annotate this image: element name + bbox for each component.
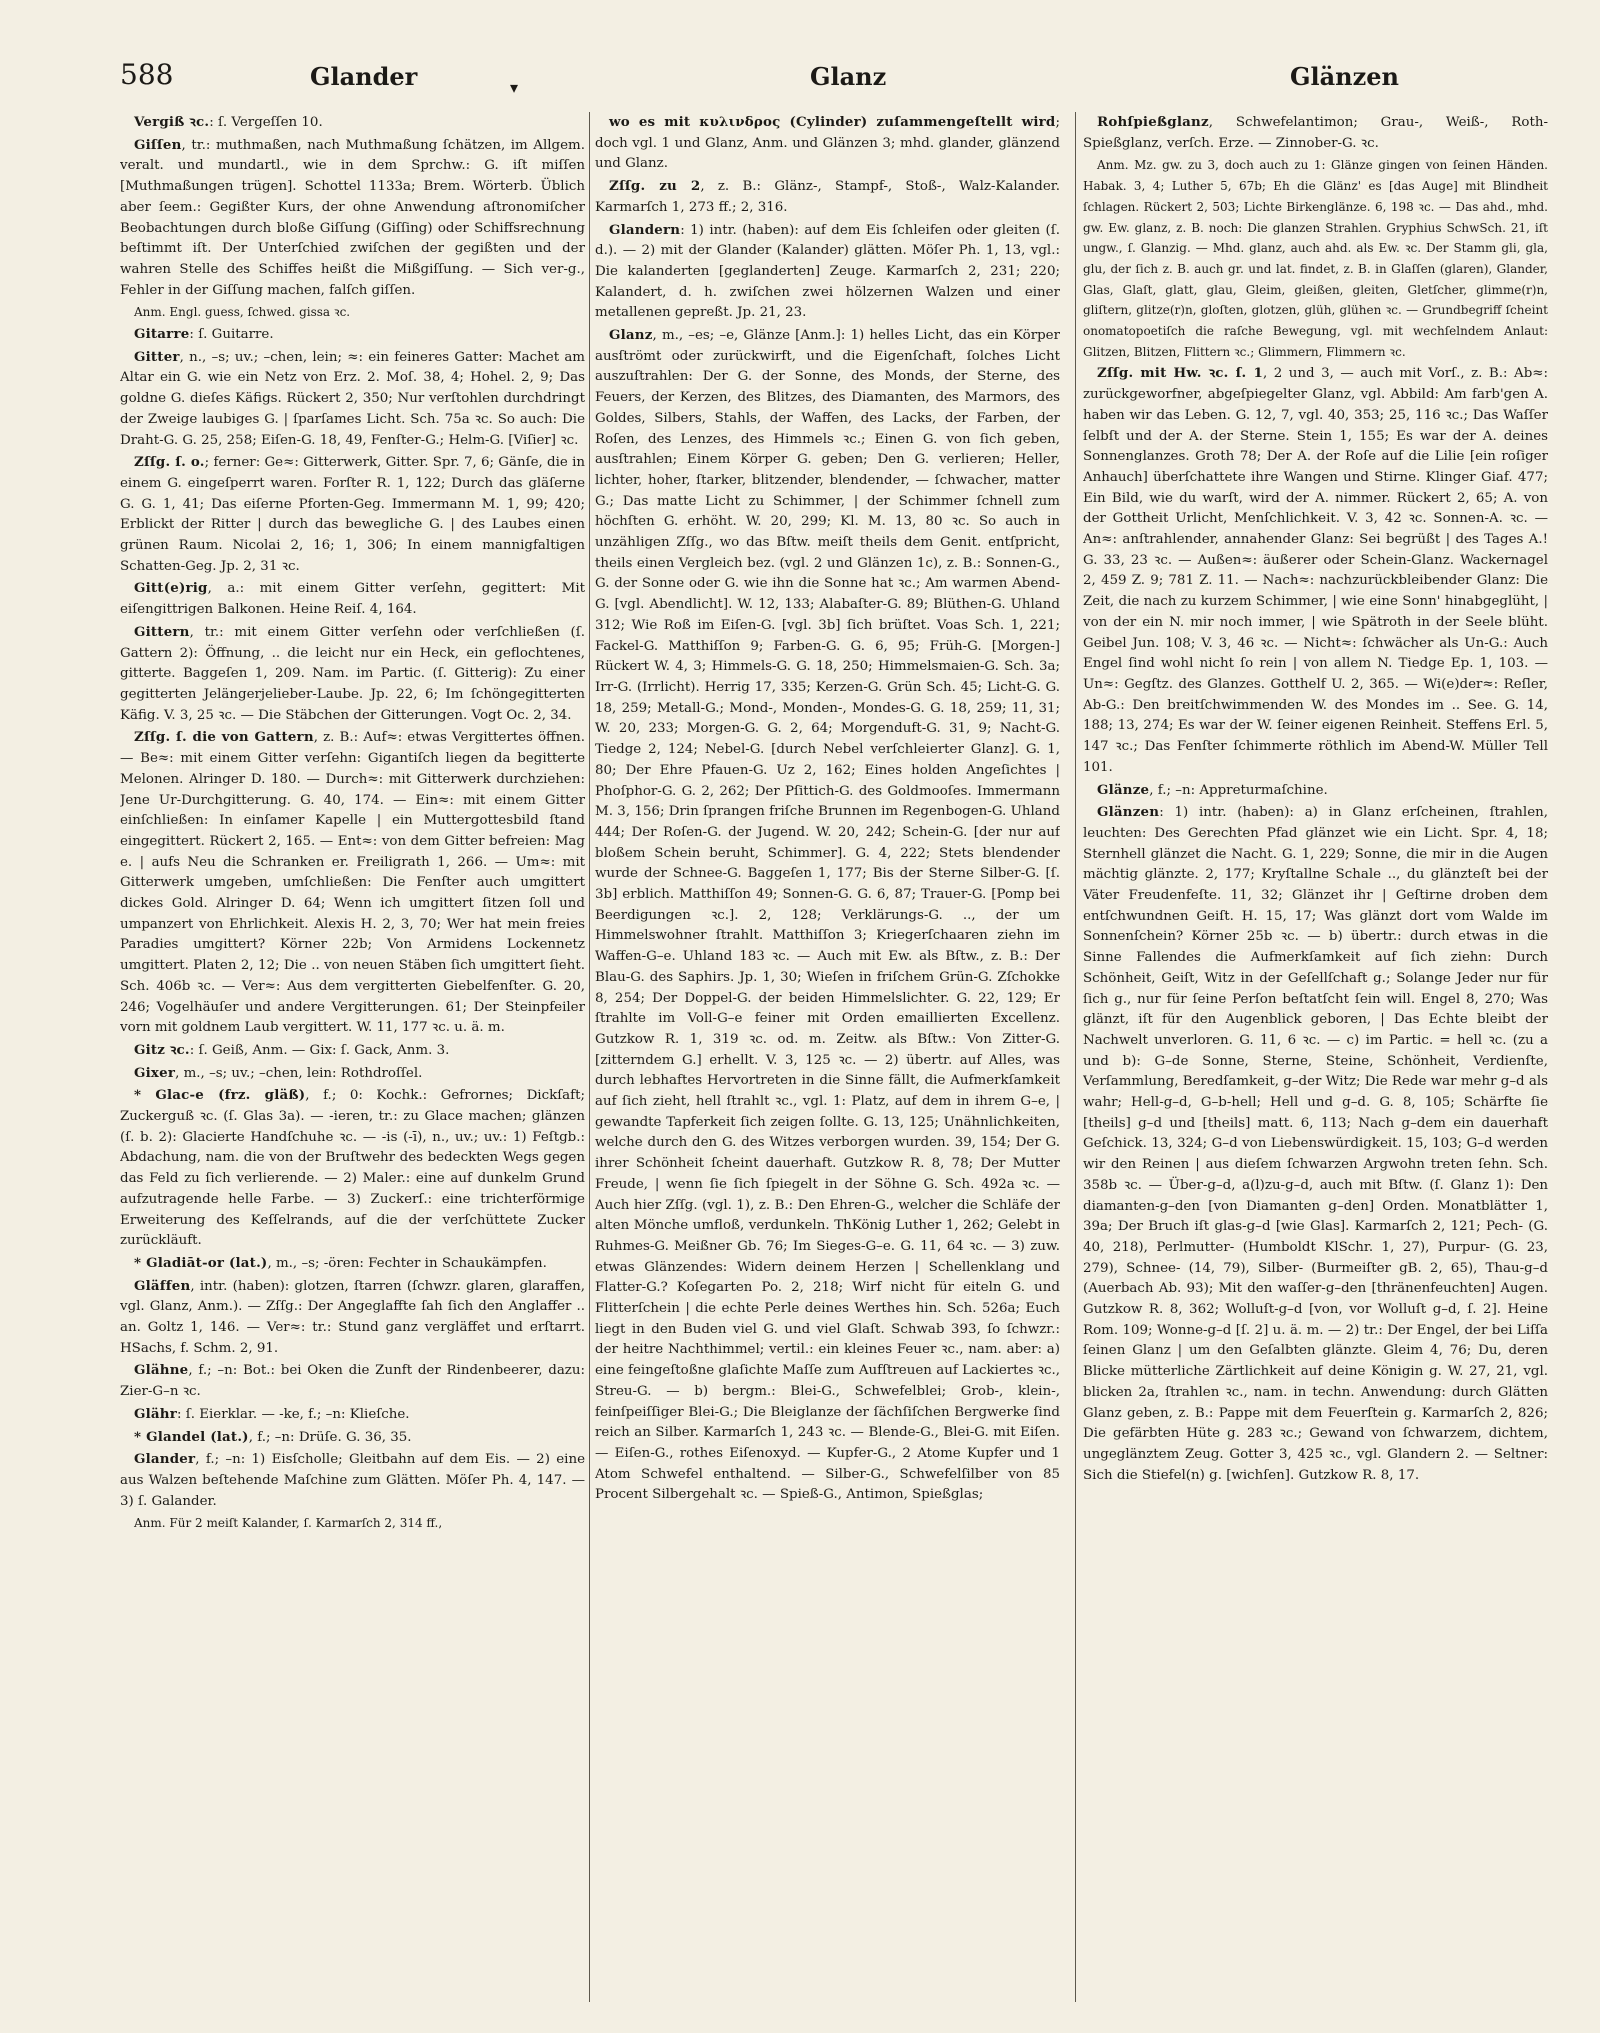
entry-paragraph: Gixer, m., –s; uv.; –chen, lein: Rothdroſſel. (134, 1064, 423, 1081)
entry-paragraph: Gitarre: ſ. Guitarre. (134, 326, 274, 343)
entry-paragraph: Anm. Mz. gw. zu 3, doch auch zu 1: Glänze gingen von ſeinen Händen. Habak. 3, 4; Luther 5, 67b; Eh die Glänz' es [das Auge] mit Blindheit ſchlagen. Rückert 2, 503; Lichte Birkenglänze. 6, 198 ꝛc. — Das ahd., mhd. gw. Ew. glanz, z. B. noch: Die glanzen Strahlen. Gryphius SchwSch. 21, iſt ungw., ſ. Glanzig. — Mhd. glanz, auch ahd. als Ew. ꝛc. Der Stamm gli, gla, glu, der ſich z. B. auch gr. und lat. findet, z. B. in Glaſſen (glaren), Glander, Glas, Glaſt, glatt, glau, Gleim, gleißen, gleiten, Gletſcher, glimme(r)n, gliſtern, glitze(r)n, gloſten, glotzen, glüh, glühen ꝛc. — Grundbegriff ſcheint onomatopoetiſch die raſche Bewegung, vgl. mit wechſelndem Anlaut: Glitzen, Blitzen, Flittern ꝛc.; Glimmern, Flimmern ꝛc. (1083, 158, 1548, 359)
column-divider (589, 112, 590, 2002)
entry-paragraph: Glander, f.; –n: 1) Eisſcholle; Gleitbahn auf dem Eis. — 2) eine aus Walzen beſtehende Maſchine zum Glätten. Möſer Ph. 4, 147. — 3) ſ. Galander. (120, 1451, 585, 1509)
entry-paragraph: Glänze, f.; –n: Appreturmaſchine. (1097, 781, 1328, 798)
entry-paragraph: Glänzen: 1) intr. (haben): a) in Glanz erſcheinen, ſtrahlen, leuchten: Des Gerechten Pfad glänzet wie ein Licht. Spr. 4, 18; Sternhell glänzet die Nacht. G. 1, 229; Sonne, die mir in die Augen mächtig glänzte. 2, 177; Kryſtallne Schale .., du glänzteſt bei der Väter Freudenfeſte. 11, 32; Glänzet ihr | Geſtirne droben dem entſchwundnen Geiſt. H. 15, 17; Was glänzt dort vom Walde im Sonnenſchein? Körner 25b ꝛc. — b) übertr.: durch etwas in die Sinne Fallendes die Aufmerkſamkeit auf ſich ziehn: Durch Schönheit, Geiſt, Witz in der Geſellſchaft g.; Solange Jeder nur für ſich g., nur für ſeine Perſon beſtatſcht ſein will. Engel 8, 270; Was glänzt, iſt für den Augenblick geboren, | Das Echte bleibt der Nachwelt unverloren. G. 11, 6 ꝛc. — c) im Partic. = hell ꝛc. (zu a und b): G–de Sonne, Sterne, Steine, Schönheit, Verdienſte, Verſammlung, Beredſamkeit, g–der Witz; Die Rede war mehr g–d als wahr; Hell-g–d, G–b-hell; Hell und g–d. G. 8, 105; Schärfte ſie [theils] g–d und [theils] matt. 6, 113; Nach g–dem ein dauerhaft Geſchick. 13, 324; G–d von Liebenswürdigkeit. 15, 103; G–d werden wir den Reinen | aus dieſem ſchwarzen Argwohn treten ſehn. Sch. 358b ꝛc. — Über-g–d, a(l)zu-g–d, auch mit Bſtw. (ſ. Glanz 1): Den diamanten-g–den [von Diamanten g–den] Orden. Monatblätter 1, 39a; Der Bruch iſt glas-g–d [wie Glas]. Karmarſch 2, 121; Pech- (G. 40, 218), Perlmutter- (Humboldt KlSchr. 1, 27), Purpur- (G. 23, 279), Schnee- (14, 79), Silber- (Burmeiſter gB. 2, 65), Thau-g–d (Auerbach Ab. 93); Mit den waſſer-g–den [thränenfeuchten] Augen. Gutzkow R. 8, 362; Wolluſt-g–d [von, vor Wolluſt g–d, ſ. 2]. Heine Rom. 109; Wonne-g–d [ſ. 2] u. ä. m. — 2) tr.: Der Engel, der bei Liſſa ſeinen Glanz | um den Geſalbten glänzte. Gleim 4, 76; Du, deren Blicke mütterliche Zärtlichkeit auf deine Königin g. W. 27, 21, vgl. blicken 2a, ſtrahlen ꝛc., nam. in techn. Anwendung: durch Glätten Glanz geben, z. B.: Pappe mit dem Feuerſtein g. Karmarſch 2, 826; Die gefärbten Hüte g. 283 ꝛc.; Gewand von ſchwarzem, dichtem, ungeglänztem Zeug. Gotter 3, 425 ꝛc., vgl. Glandern 2. — Seltner: Sich die Stiefel(n) g. [wichſen]. Gutzkow R. 8, 17. (1083, 804, 1548, 1483)
entry-paragraph: Zſſg. ſ. die von Gattern, z. B.: Auf≈: etwas Vergittertes öffnen. — Be≈: mit einem Gitter verſehn: Gigantiſch liegen da begitterte Melonen. Alringer D. 180. — Durch≈: mit Gitterwerk durchziehen: Jene Ur-Durchgitterung. G. 40, 174. — Ein≈: mit einem Gitter einſchließen: In einſamer Kapelle | ein Muttergottesbild ſtand eingegittert. Rückert 2, 165. — Ent≈: von dem Gitter befreien: Mag e. | aufs Neu die Schranken er. Freiligrath 1, 266. — Um≈: mit Gitterwerk umgeben, umſchließen: Die Fenſter auch umgittert dickes Gold. Alringer D. 64; Wenn ich umgittert ſitzen ſoll und umpanzert von Ehrlichkeit. Alexis H. 2, 3, 70; Wer hat mein freies Paradies umgittert? Körner 22b; Von Armidens Lockennetz umgittert. Platen 2, 12; Die .. von neuen Stäben ſich umgittert ſieht. Sch. 406b ꝛc. — Ver≈: Aus dem vergitterten Giebelfenſter. G. 20, 246; Vogelhäuſer und andere Vergitterungen. 61; Der Steinpfeiler vorn mit goldnem Laub vergittert. W. 11, 177 ꝛc. u. ä. m. (120, 729, 585, 1036)
entry-paragraph: Anm. Für 2 meiſt Kalander, ſ. Karmarſch 2, 314 ff., (134, 1516, 443, 1531)
entry-paragraph: Glähne, f.; –n: Bot.: bei Oken die Zunft der Rindenbeerer, dazu: Zier-G–n ꝛc. (120, 1362, 585, 1400)
entry-paragraph: Zſſg. zu 2, z. B.: Glänz-, Stampf-, Stoß-, Walz-Kalander. Karmarſch 1, 273 ff.; 2, 316. (595, 178, 1060, 215)
running-head-left: Glander (310, 62, 418, 91)
running-head-center: Glanz (810, 62, 887, 91)
ornament-mark: ▾ (510, 78, 519, 97)
column-3 (1083, 112, 1548, 2002)
entry-paragraph: Gitz ꝛc.: ſ. Geiß, Anm. — Gix: ſ. Gack, Anm. 3. (134, 1041, 450, 1058)
entry-paragraph: Glandern: 1) intr. (haben): auf dem Eis ſchleifen oder gleiten (ſ. d.). — 2) mit der Glander (Kalander) glätten. Möſer Ph. 1, 13, vgl.: Die kalanderten [geglanderten] Zeuge. Karmarſch 2, 231; 220; Kalandert, d. h. zwiſchen zwei hölzernen Walzen und einer metallenen gepreßt. Jp. 21, 23. (595, 221, 1060, 321)
entry-paragraph: wo es mit κυλινδρος (Cylinder) zuſammengeſtellt wird; doch vgl. 1 und Glanz, Anm. und Glänzen 3; mhd. glander, glänzend und Glanz. (595, 114, 1060, 172)
entry-paragraph: Gittern, tr.: mit einem Gitter verſehn oder verſchließen (ſ. Gattern 2): Öffnung, .. die leicht nur ein Heck, ein geflochtenes, gitterte. Baggeſen 1, 209. Nam. im Partic. (ſ. Gitterig): Zu einer gegitterten Jelängerjelieber-Laube. Jp. 22, 6; Im ſchöngegitterten Käfig. V. 3, 25 ꝛc. — Die Stäbchen der Gitterungen. Vogt Oc. 2, 34. (120, 623, 585, 723)
entry-paragraph: * Glandel (lat.), f.; –n: Drüſe. G. 36, 35. (134, 1428, 412, 1445)
entry-paragraph: Anm. Engl. guess, ſchwed. gissa ꝛc. (134, 305, 351, 320)
column-1 (120, 112, 585, 2002)
column-divider (1075, 112, 1076, 2002)
entry-paragraph: * Gladiāt-or (lat.), m., –s; ‑ören: Fechter in Schaukämpfen. (134, 1254, 547, 1271)
entry-paragraph: Zſſg. mit Hw. ꝛc. ſ. 1, 2 und 3, — auch mit Vorſ., z. B.: Ab≈: zurückgeworfner, abgeſpiegelter Glanz, vgl. Abbild: Am farb'gen A. haben wir das Leben. G. 12, 7, vgl. 40, 353; 25, 116 ꝛc.; Das Waſſer ſelbſt und der A. der Sterne. Stein 1, 155; Es war der A. deines Sonnenglanzes. Groth 78; Der A. der Roſe auf die Lilie [ein roſiger Anhauch] überſchattete ihre Wangen und Stirne. Klinger Giaf. 477; Ein Bild, wie du warſt, wird der A. nimmer. Rückert 2, 65; A. von der Gottheit Urlicht, Menſchlichkeit. V. 3, 42 ꝛc. Sonnen-A. ꝛc. — An≈: anſtrahlender, annahender Glanz: Sei begrüßt | des Tages A.! G. 33, 23 ꝛc. — Außen≈: äußerer oder Schein-Glanz. Wackernagel 2, 459 Z. 9; 781 Z. 11. — Nach≈: nachzurückbleibender Glanz: Die Zeit, die nach zu kurzem Schimmer, | wie eine Sonn' hinabgeglüht, | von der ein N. mir noch immer, | wie Spätroth in der Seele blüht. Geibel Jun. 108; V. 3, 46 ꝛc. — Nicht≈: ſchwächer als Un-G.: Auch Engel ſind wohl nicht ſo rein | von allem N. Tiedge Ep. 1, 103. — Un≈: Gegſtz. des Glanzes. Gotthelf U. 2, 365. — Wi(e)der≈: Reſler, Ab-G.: Den breitſchwimmenden W. des Mondes im .. See. G. 14, 188; 13, 274; Es war der W. ſeiner eigenen Reinheit. Steffens Erl. 5, 147 ꝛc.; Das Fenſter ſchimmerte röthlich im Abend-W. Müller Tell 101. (1083, 365, 1548, 775)
entry-paragraph: Giſſen, tr.: muthmaßen, nach Muthmaßung ſchätzen, im Allgem. veralt. und mundartl., wie in dem Sprchw.: G. iſt miſſen [Muthmaßungen trügen]. Schottel 1133a; Brem. Wörterb. Üblich aber ſeem.: Gegißter Kurs, der ohne Anwendung aſtronomiſcher Beobachtungen durch bloße Giſſung (Giſſing) oder Schiffsrechnung beſtimmt iſt. Der Unterſchied zwiſchen der gegißten und der wahren Stelle des Schiffes heißt die Mißgiſſung. — Sich ver-g., Fehler in der Giſſung machen, falſch giſſen. (120, 136, 585, 298)
running-head-right: Glänzen (1290, 62, 1399, 91)
entry-paragraph: Gitter, n., –s; uv.; –chen, lein; ≈: ein feineres Gatter: Machet am Altar ein G. wie ein Netz von Erz. 2. Moſ. 38, 4; Hohel. 2, 9; Das goldne G. dieſes Käfigs. Rückert 2, 350; Nur verſtohlen durchdringt der Zweige laubiges G. | ſparſames Licht. Sch. 75a ꝛc. So auch: Die Draht-G. G. 25, 258; Eiſen-G. 18, 49, Fenſter-G.; Helm-G. [Viſier] ꝛc. (120, 348, 585, 448)
entry-paragraph: Gläffen, intr. (haben): glotzen, ſtarren (ſchwzr. glaren, glaraffen, vgl. Glanz, Anm.). — Zſſg.: Der Angeglaffte ſah ſich den Anglaffer .. an. Goltz 1, 146. — Ver≈: tr.: Stund ganz vergläffet und erſtarrt. HSachs, f. Schm. 2, 91. (120, 1277, 585, 1356)
entry-paragraph: * Glac-e (frz. gläß), f.; 0: Kochk.: Gefrornes; Dickſaft; Zuckerguß ꝛc. (ſ. Glas 3a). — -ieren, tr.: zu Glace machen; glänzen (ſ. b. 2): Glacierte Handſchuhe ꝛc. — -is (-ī), n., uv.; uv.: 1) Feſtgb.: Abdachung, nam. die von der Bruſtwehr des bedeckten Wegs gegen das Feld zu ſich verlierende. — 2) Maler.: eine auf dunkelm Grund aufzutragende helle Farbe. — 3) Zuckerſ.: eine trichterförmige Erweiterung des Keſſelrands, auf die der verſchüttete Zucker zurückläuft. (120, 1087, 585, 1249)
entry-paragraph: Rohſpießglanz, Schwefelantimon; Grau-, Weiß-, Roth-Spießglanz, verſch. Erze. — Zinnober-G. ꝛc. (1083, 114, 1548, 151)
running-header (120, 58, 1490, 98)
entry-paragraph: Vergiß ꝛc.: ſ. Vergeſſen 10. (134, 114, 323, 130)
entry-paragraph: Glanz, m., –es; –e, Glänze [Anm.]: 1) helles Licht, das ein Körper ausſtrömt oder zurückwirft, und die Eigenſchaft, ſolches Licht auszuſtrahlen: Der G. der Sonne, des Monds, der Sterne, des Feuers, der Kerzen, des Blitzes, des Diamanten, des Marmors, des Goldes, Silbers, Stahls, der Waffen, des Lacks, der Farben, der Roſen, des Lenzes, des Himmels ꝛc.; Einen G. von ſich geben, ausſtrahlen; Einem Körper G. geben; Den G. verlieren; Heller, lichter, hoher, ſtarker, blitzender, blendender, — ſchwacher, matter G.; Das matte Licht zu Schimmer, | der Schimmer ſchnell zum höchſten G. erhöht. W. 20, 299; Kl. M. 13, 80 ꝛc. So auch in unzähligen Zſſg., wo das Bſtw. meiſt theils dem Genit. entſpricht, theils einen Vergleich bez. (vgl. 2 und Glänzen 1c), z. B.: Sonnen-G., G. der Sonne oder G. wie ihn die Sonne hat ꝛc.; Am warmen Abend-G. [vgl. Abendlicht]. W. 12, 133; Alabaſter-G. 89; Blüthen-G. Uhland 312; Wie Roß im Eiſen-G. [vgl. 3b] ſich brüſtet. Voas Sch. 1, 221; Fackel-G. Matthiſſon 9; Farben-G. G. 6, 95; Früh-G. [Morgen-] Rückert W. 4, 3; Himmels-G. G. 18, 250; Himmelsmaien-G. Sch. 3a; Irr-G. (Irrlicht). Herrig 17, 335; Kerzen-G. Grün Sch. 45; Licht-G. G. 18, 259; Metall-G.; Mond-, Monden-, Mondes-G. G. 18, 259; 11, 31; W. 20, 233; Morgen-G. G. 2, 64; Morgenduft-G. 31, 9; Nacht-G. Tiedge 2, 124; Nebel-G. [durch Nebel verſchleierter Glanz]. G. 1, 80; Der Ehre Pfauen-G. Uz 2, 162; Eines holden Angeſichtes | Phoſphor-G. G. 2, 262; Der Pſittich-G. des Goldmooſes. Immermann M. 3, 156; Drin ſprangen friſche Brunnen im Regenbogen-G. Uhland 444; Der Roſen-G. der Jugend. W. 20, 242; Schein-G. [der nur auf bloßem Schein beruht, Schimmer]. G. 4, 222; Stets blendender wurde der Schnee-G. Baggeſen 1, 177; Bis der Sterne Silber-G. [ſ. 3b] erblich. Matthiſſon 49; Sonnen-G. G. 6, 87; Trauer-G. [Pomp bei Beerdigungen ꝛc.]. 2, 128; Verklärungs-G. .., der um Himmelswohner ſtrahlt. Matthiſſon 3; Kriegerſchaaren ziehn im Waffen-G–e. Uhland 183 ꝛc. — Auch mit Ew. als Bſtw., z. B.: Der Blau-G. des Saphirs. Jp. 1, 30; Wieſen in friſchem Grün-G. Zſchokke 8, 254; Der Doppel-G. der beiden Himmelslichter. G. 22, 129; Er ſtrahlte im Voll-G–e feiner mit Orden emaillierten Excellenz. Gutzkow R. 1, 319 ꝛc. od. m. Zeitw. als Bſtw.: Von Zitter-G. [zitterndem G.] erhellt. V. 3, 125 ꝛc. — 2) übertr. auf Alles, was durch lebhaftes Hervortreten in die Sinne fällt, die Aufmerkſamkeit auf ſich zieht, hell ſtrahlt ꝛc., vgl. 1: Platz, auf dem in ihrem G–e, | gewandte Tapferkeit ſich zeigen ſollte. G. 13, 125; Unähnlichkeiten, welche durch den G. des Witzes verborgen wurden. 39, 154; Der G. ihrer Schönheit ſcheint dauerhaft. Gutzkow R. 8, 78; Der Mutter Freude, | wenn ſie ſich ſpiegelt in der Söhne G. Sch. 492a ꝛc. — Auch hier Zſſg. (vgl. 1), z. B.: Den Ehren-G., welcher die Schläfe der alten Mönche umfloß, verdunkeln. ThKönig Luther 1, 262; Gelebt in Ruhmes-G. Meißner Gb. 76; Im Sieges-G–e. G. 11, 64 ꝛc. — 3) zuw. etwas Glänzendes: Widern deinem Herzen | Schellenklang und Flatter-G.? Koſegarten Po. 2, 218; Wirf nicht für eiteln G. und Flitterſchein | die echte Perle deines Werthes hin. Sch. 526a; Euch liegt in den Buden viel G. und viel Glaſt. Schwab 393, ſo ſchwzr.: der heitre Nachthimmel; vertil.: ein kleines Feuer ꝛc., nam. aber: a) eine feingeſtoßne glaſichte Maſſe zum Aufſtreuen auf Lackiertes ꝛc., Streu-G. — b) bergm.: Blei-G., Schwefelblei; Grob-, klein-, feinſpeiſſiger Blei-G.; Die Bleiglanze der ſächſiſchen Bergwerke ſind reich an Silber. Karmarſch 1, 243 ꝛc. — Blende-G., Blei-G. mit Eiſen. — Eiſen-G., rothes Eiſenoxyd. — Kupfer-G., 2 Atome Kupfer und 1 Atom Schwefel enthaltend. — Silber-G., Schwefelſilber von 85 Procent Silbergehalt ꝛc. — Spieß-G., Antimon, Spießglas; (595, 327, 1060, 1503)
entry-paragraph: Glähr: ſ. Eierklar. — -ke, f.; –n: Klieſche. (134, 1405, 410, 1422)
column-2 (595, 112, 1060, 2002)
page-number: 588 (120, 58, 174, 91)
entry-paragraph: Gitt(e)rig, a.: mit einem Gitter verſehn, gegittert: Mit eiſengittrigen Balkonen. Heine Reiſ. 4, 164. (120, 580, 585, 618)
entry-paragraph: Zſſg. ſ. o.; ferner: Ge≈: Gitterwerk, Gitter. Spr. 7, 6; Gänſe, die in einem G. eingeſperrt waren. Forſter R. 1, 122; Durch das gläſerne G. G. 1, 41; Das eiſerne Pforten-Geg. Immermann M. 1, 99; 420; Erblickt der Ritter | durch das bewegliche G. | des Laubes einen grünen Raum. Nicolai 2, 16; 1, 306; In einem mannigfaltigen Schatten-Geg. Jp. 2, 31 ꝛc. (120, 454, 585, 574)
